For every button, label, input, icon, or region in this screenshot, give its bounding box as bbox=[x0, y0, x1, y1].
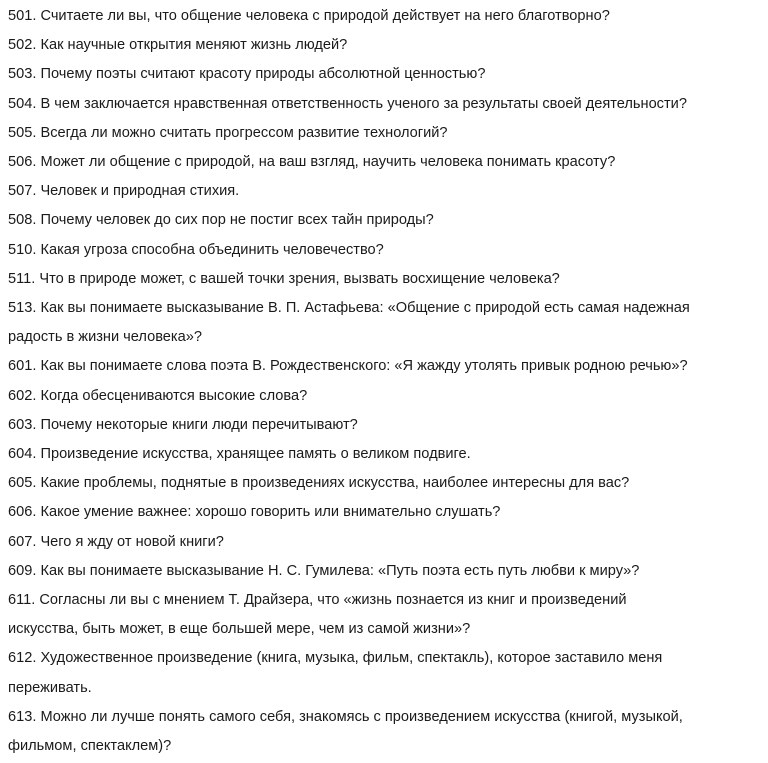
topic-line: 501. Считаете ли вы, что общение человека с природой действует на него благотворно? bbox=[8, 8, 610, 24]
topic-line: 508. Почему человек до сих пор не постиг всех тайн природы? bbox=[8, 212, 434, 229]
topic-line: 603. Почему некоторые книги люди перечитывают? bbox=[8, 416, 358, 433]
topic-line-continuation: переживать. bbox=[8, 679, 92, 696]
topic-line: 506. Может ли общение с природой, на ваш взгляд, научить человека понимать красоту? bbox=[8, 154, 616, 171]
topic-line: 606. Какое умение важнее: хорошо говорить или внимательно слушать? bbox=[8, 504, 501, 521]
topic-line: 507. Человек и природная стихия. bbox=[8, 183, 240, 200]
topic-line-continuation: фильмом, спектаклем)? bbox=[8, 738, 172, 755]
topic-line: 511. Что в природе может, с вашей точки зрения, вызвать восхищение человека? bbox=[8, 270, 560, 287]
topic-line-continuation: искусства, быть может, в еще большей мере, чем из самой жизни»? bbox=[8, 621, 471, 638]
topic-line: 604. Произведение искусства, хранящее память о великом подвиге. bbox=[8, 446, 471, 463]
topic-line: 612. Художественное произведение (книга, музыка, фильм, спектакль), которое заставило меня bbox=[8, 650, 663, 667]
topic-line: 613. Можно ли лучше понять самого себя, знакомясь с произведением искусства (книгой, музыкой, bbox=[8, 708, 683, 725]
topic-line: 602. Когда обесцениваются высокие слова? bbox=[8, 387, 308, 404]
topic-line: 503. Почему поэты считают красоту природы абсолютной ценностью? bbox=[8, 66, 486, 83]
topic-line: 611. Согласны ли вы с мнением Т. Драйзера, что «жизнь познается из книг и произведений bbox=[8, 592, 627, 609]
topic-line: 513. Как вы понимаете высказывание В. П. Астафьева: «Общение с природой есть самая надежная bbox=[8, 300, 690, 317]
topic-line: 504. В чем заключается нравственная ответственность ученого за результаты своей деятельности? bbox=[8, 95, 687, 112]
topic-line: 605. Какие проблемы, поднятые в произведениях искусства, наиболее интересны для вас? bbox=[8, 475, 630, 492]
topic-line: 601. Как вы понимаете слова поэта В. Рождественского: «Я жажду утолять привык родною речью»? bbox=[8, 358, 688, 375]
topic-list bbox=[8, 2, 768, 761]
topic-line-continuation: радость в жизни человека»? bbox=[8, 329, 202, 346]
topic-line: 609. Как вы понимаете высказывание Н. С. Гумилева: «Путь поэта есть путь любви к миру»? bbox=[8, 562, 640, 579]
topic-line: 607. Чего я жду от новой книги? bbox=[8, 533, 224, 550]
topic-line: 505. Всегда ли можно считать прогрессом развитие технологий? bbox=[8, 124, 448, 141]
topic-line: 502. Как научные открытия меняют жизнь людей? bbox=[8, 37, 348, 54]
topic-line: 510. Какая угроза способна объединить человечество? bbox=[8, 241, 384, 258]
